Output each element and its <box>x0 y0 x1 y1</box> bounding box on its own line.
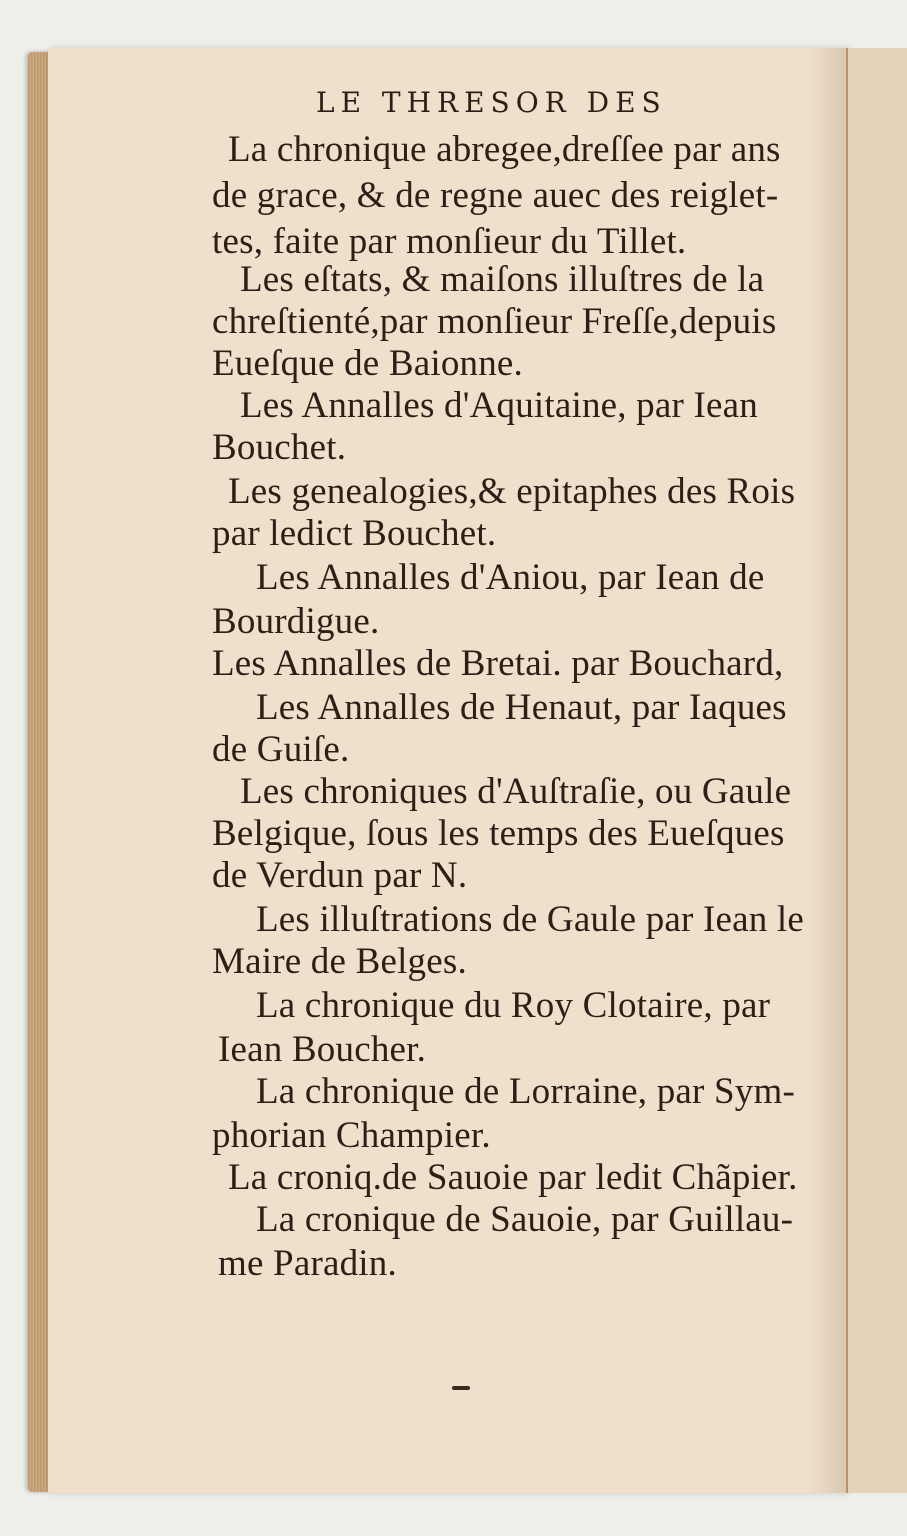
text-line: phorian Champier. <box>212 1115 491 1156</box>
text-line: Les Annalles d'Aquitaine, par Iean <box>240 385 758 426</box>
text-line: La cronique de Sauoie, par Guillau- <box>256 1199 794 1240</box>
text-line: Les illuſtrations de Gaule par Iean le <box>256 899 805 940</box>
text-line: Eueſque de Baionne. <box>212 343 524 384</box>
text-line: Les Annalles de Henaut, par Iaques <box>256 687 787 728</box>
text-line: Les genealogies,& epitaphes des Rois <box>228 471 796 512</box>
text-line: de grace, & de regne auec des reiglet- <box>212 175 779 216</box>
text-line: par ledict Bouchet. <box>212 513 497 554</box>
text-line: de Guiſe. <box>212 729 350 770</box>
text-line: Les Annalles d'Aniou, par Iean de <box>256 557 765 598</box>
text-line: La chronique de Lorraine, par Sym- <box>256 1071 795 1112</box>
text-line: La croniq.de Sauoie par ledit Chãpier. <box>228 1157 798 1198</box>
text-line: me Paradin. <box>218 1243 397 1284</box>
text-line: Belgique, ſous les temps des Eueſques <box>212 813 785 854</box>
text-line: tes, faite par monſieur du Tillet. <box>212 221 687 262</box>
text-line: Les Annalles de Bretai. par Bouchard, <box>212 643 784 684</box>
text-line: chreſtienté,par monſieur Freſſe,depuis <box>212 301 777 342</box>
text-line: de Verdun par N. <box>212 855 468 896</box>
text-line: La chronique abregee,dreſſee par ans <box>228 129 781 170</box>
text-line: Bouchet. <box>212 427 347 468</box>
text-line: Bourdigue. <box>212 601 380 642</box>
text-line: La chronique du Roy Clotaire, par <box>256 985 771 1026</box>
text-line: Les eſtats, & maiſons illuſtres de la <box>240 259 765 300</box>
facing-page-edge <box>846 48 907 1493</box>
text-line: Iean Boucher. <box>218 1029 427 1070</box>
text-line: Maire de Belges. <box>212 941 467 982</box>
running-header: LE THRESOR DES <box>316 86 667 119</box>
text-line: Les chroniques d'Auſtraſie, ou Gaule <box>240 771 792 812</box>
folio-mark <box>452 1386 470 1390</box>
